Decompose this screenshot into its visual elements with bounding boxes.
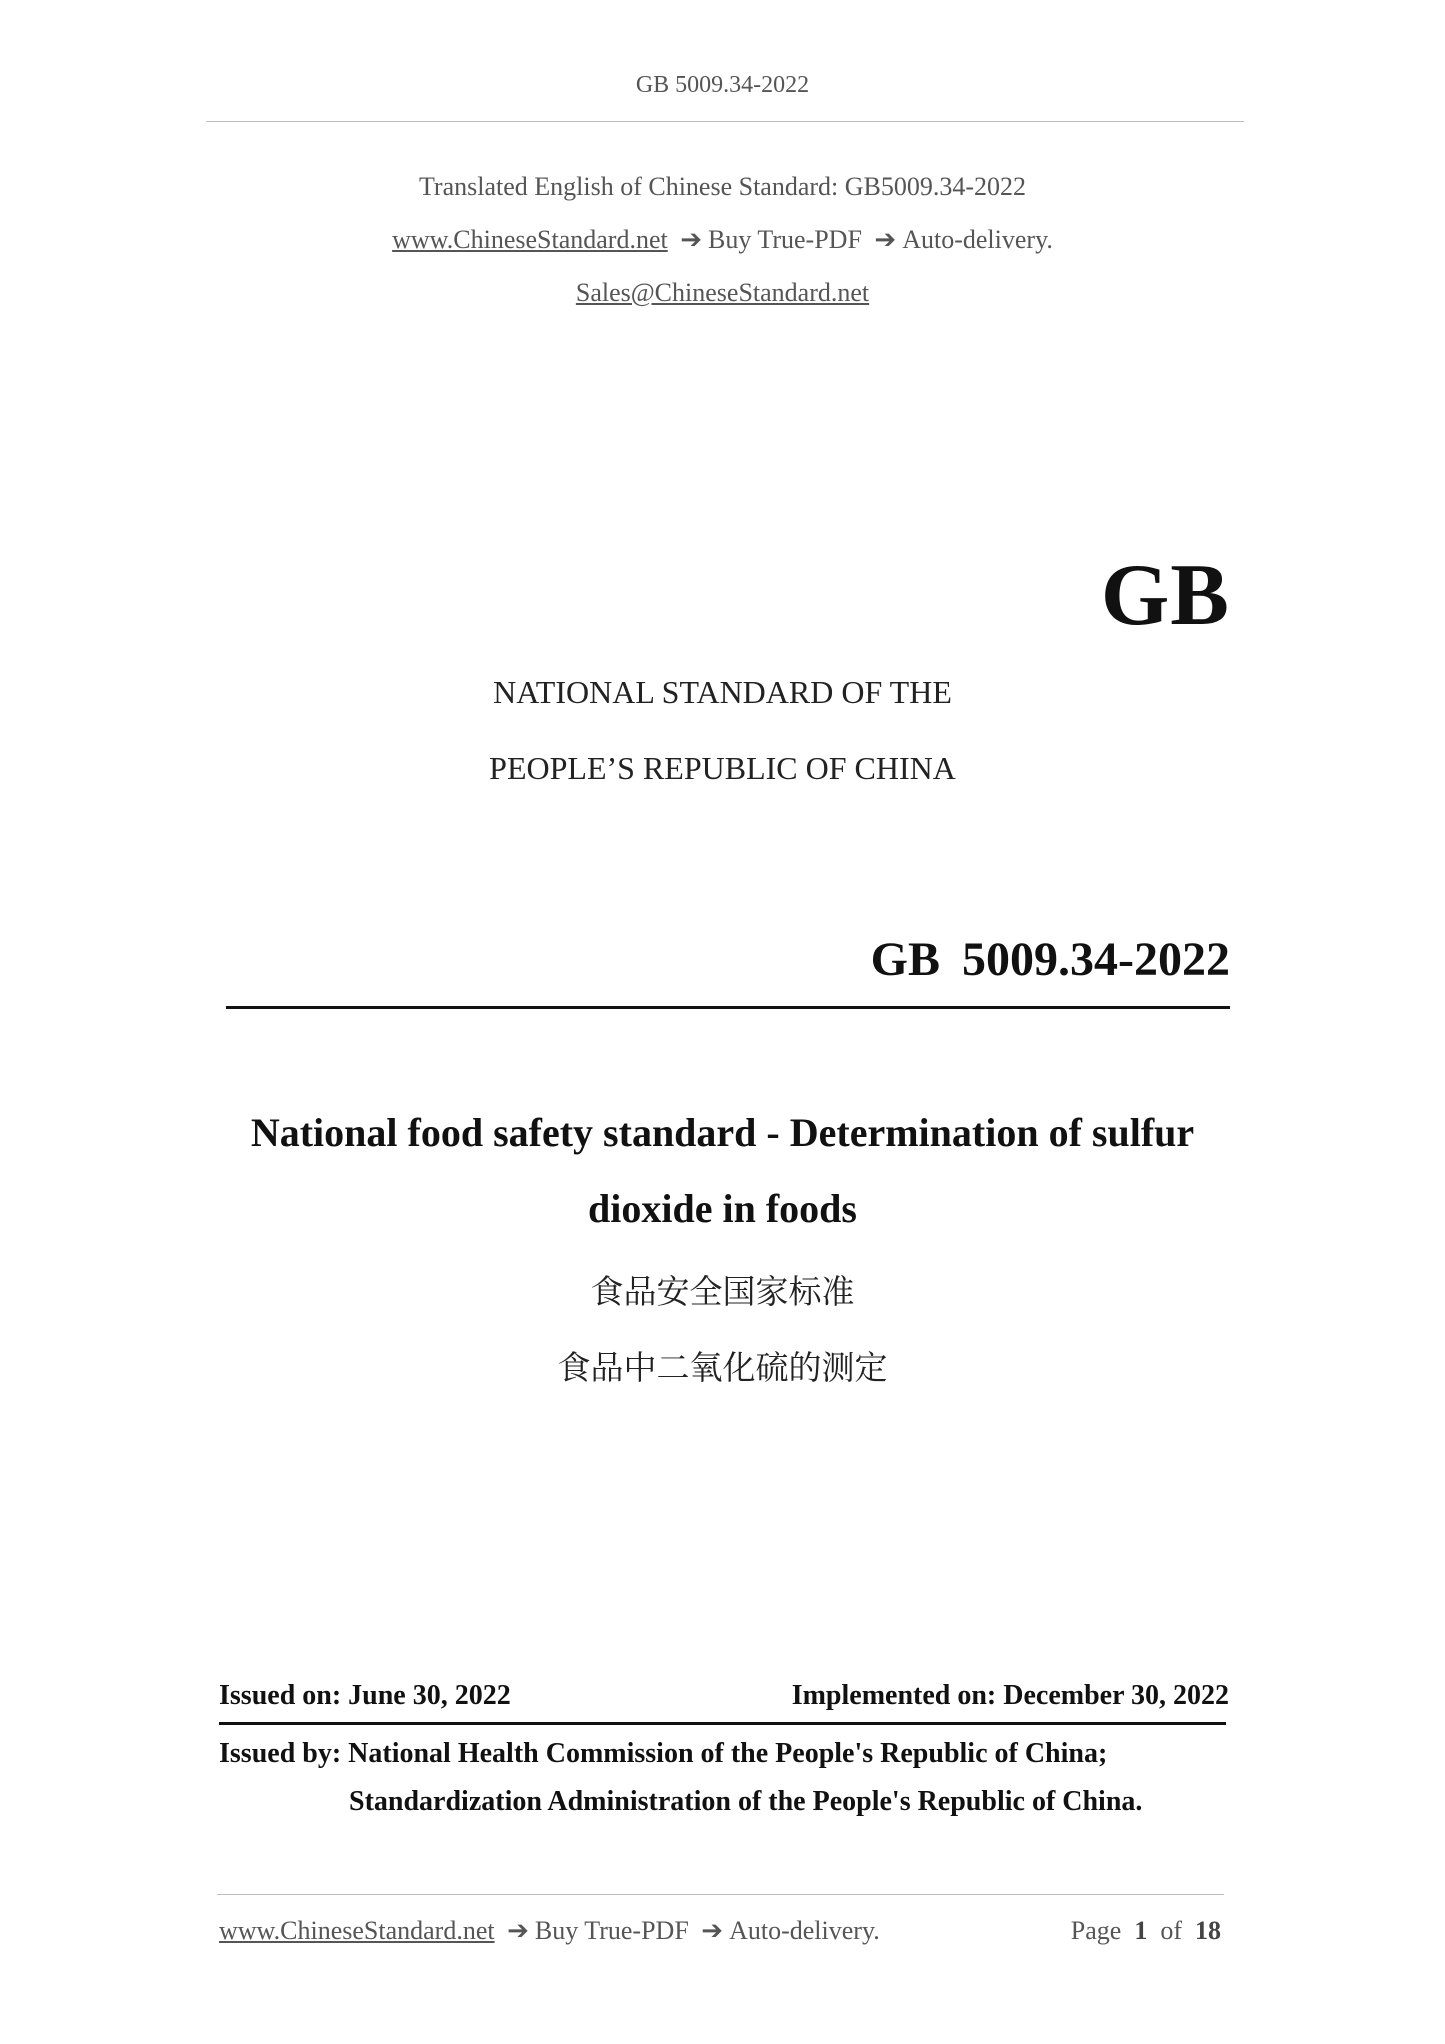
site-link[interactable]: www.ChineseStandard.net — [392, 225, 668, 254]
header-divider — [206, 121, 1244, 122]
page-word: Page — [1070, 1916, 1122, 1945]
right-arrow-icon: ➔ — [680, 225, 703, 254]
sales-email-link[interactable]: Sales@ChineseStandard.net — [575, 278, 870, 307]
page-indicator — [1071, 1916, 1221, 1946]
footer-divider — [217, 1894, 1224, 1895]
national-standard-line1: NATIONAL STANDARD OF THE — [493, 674, 952, 710]
issued-on-date: Issued on: June 30, 2022 — [219, 1680, 511, 1711]
issue-divider — [219, 1722, 1226, 1725]
delivery-text: Auto-delivery. — [902, 225, 1053, 254]
email-line — [0, 278, 1445, 308]
chinese-title-line1: 食品安全国家标准 — [590, 1272, 855, 1311]
right-arrow-icon: ➔ — [874, 225, 897, 254]
purchase-line — [0, 225, 1445, 255]
issued-by-line1: Issued by: National Health Commission of the People's Republic of China; — [219, 1738, 1108, 1769]
english-title-line1: National food safety standard - Determination of sulfur — [250, 1110, 1195, 1155]
running-header-code: GB 5009.34-2022 — [635, 72, 810, 98]
of-word: of — [1160, 1916, 1182, 1945]
translation-notice: Translated English of Chinese Standard: GB5009.34-2022 — [418, 172, 1027, 201]
english-title-line2: dioxide in foods — [588, 1186, 857, 1231]
footer-purchase-line — [219, 1916, 880, 1946]
right-arrow-icon: ➔ — [507, 1916, 529, 1945]
national-standard-line2: PEOPLE’S REPUBLIC OF CHINA — [489, 750, 956, 786]
page-total: 18 — [1195, 1916, 1221, 1945]
buy-text: Buy True-PDF — [708, 225, 862, 254]
page-current: 1 — [1134, 1916, 1148, 1945]
footer-delivery-text: Auto-delivery. — [729, 1916, 880, 1945]
chinese-title-line2: 食品中二氧化硫的测定 — [557, 1348, 888, 1387]
standard-code: GB 5009.34-2022 — [870, 933, 1230, 986]
right-arrow-icon: ➔ — [701, 1916, 724, 1945]
implemented-on-date: Implemented on: December 30, 2022 — [791, 1680, 1229, 1711]
standard-code-rule — [226, 1006, 1230, 1009]
footer-site-link[interactable]: www.ChineseStandard.net — [219, 1916, 495, 1945]
gb-mark: GB — [1100, 547, 1230, 644]
footer-buy-text: Buy True-PDF — [534, 1916, 689, 1945]
issued-by-line2: Standardization Administration of the People's Republic of China. — [349, 1786, 1143, 1817]
